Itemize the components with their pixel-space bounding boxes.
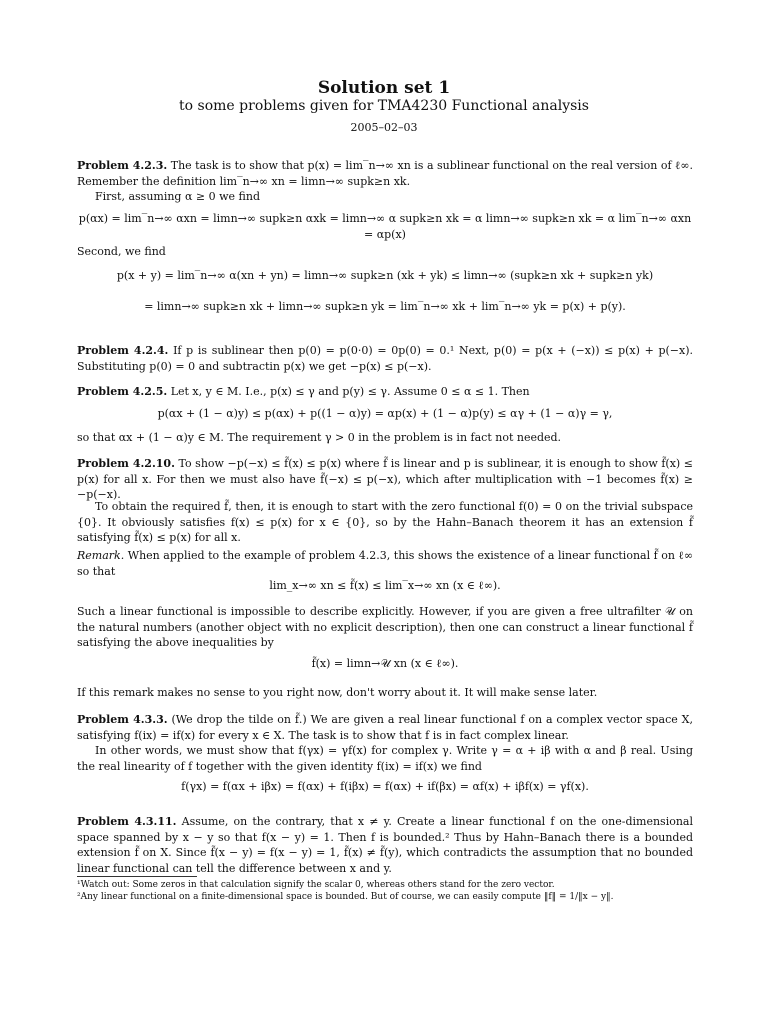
problem-label: Problem 4.2.3. — [77, 159, 168, 172]
equation: = limn→∞ supk≥n xk + limn→∞ supk≥n yk = lim‾n→∞ xk + lim‾n→∞ yk = p(x) + p(y). — [144, 300, 626, 313]
equation: f̃(x) = limn→𝒰 xn (x ∈ ℓ∞). — [311, 657, 459, 670]
problem-4-3-3 — [77, 712, 693, 743]
problem-4-3-11 — [77, 814, 693, 876]
equation: lim_x→∞ xn ≤ f̃(x) ≤ lim‾x→∞ xn (x ∈ ℓ∞). — [269, 579, 501, 592]
equation: p(αx + (1 − α)y) ≤ p(αx) + p((1 − α)y) = αp(x) + (1 − α)p(y) ≤ αγ + (1 − α)γ = γ, — [157, 407, 613, 420]
problem-text: To show −p(−x) ≤ f̃(x) ≤ p(x) where f̃ is linear and p is sublinear, it is enough to show f̃(x) ≤ p(x) for all x. For then we must also have f̃(−x) ≤ p(−x), which after multiplication with −1 becomes f̃(x) ≥ −p(−x). — [77, 457, 693, 501]
problem-text: Let x, y ∈ M. I.e., p(x) ≤ γ and p(y) ≤ γ. Assume 0 ≤ α ≤ 1. Then — [170, 385, 530, 398]
problem-label: Problem 4.2.4. — [77, 344, 169, 357]
remark-text3: If this remark makes no sense to you right now, don't worry about it. It will make sense later. — [77, 686, 598, 699]
page-subtitle: to some problems given for TMA4230 Functional analysis — [179, 98, 589, 114]
problem-4-2-5-text2: so that αx + (1 − α)y ∈ M. The requirement γ > 0 in the problem is in fact not needed. — [77, 431, 562, 444]
page-title: Solution set 1 — [317, 78, 451, 98]
problem-4-2-4 — [77, 343, 693, 374]
problem-text: Assume, on the contrary, that x ≠ y. Create a linear functional f on the one-dimensional space spanned by x − y so that f(x − y) = 1. Then f is bounded.² Thus by Hahn–Banach there is a bounded extension f̃ on X. Since f̃(x − y) = f(x − y) = 1, f̃(x) ≠ f̃(y), which contradicts the assumption that no bounded linear functional can tell the difference between x and y. — [77, 815, 693, 875]
remark-text2: Such a linear functional is impossible to describe explicitly. However, if you are given a free ultrafilter 𝒰 on the natural numbers (another object with no explicit description), then one can construct a linear functional f̃ satisfying the above inequalities by — [77, 605, 693, 649]
problem-label: Problem 4.2.5. — [77, 385, 168, 398]
equation: p(αx) = lim‾n→∞ αxn = limn→∞ supk≥n αxk = limn→∞ α supk≥n xk = α limn→∞ supk≥n xk = α lim‾n→∞ αxn = αp(x) — [78, 212, 692, 241]
problem-label: Problem 4.3.3. — [77, 713, 168, 726]
problem-text: The task is to show that p(x) = lim‾n→∞ xn is a sublinear functional on the real version of ℓ∞. Remember the definition lim‾n→∞ xn = limn→∞ supk≥n xk. — [77, 159, 693, 188]
problem-4-2-5 — [77, 384, 693, 400]
remark — [77, 548, 693, 579]
remark-text: When applied to the example of problem 4.2.3, this shows the existence of a linear functional f̃ on ℓ∞ so that — [77, 549, 694, 578]
problem-4-2-10-text2: To obtain the required f̃, then, it is enough to start with the zero functional f(0) = 0 on the trivial subspace {0}. It obviously satisfies f(x) ≤ p(x) for x ∈ {0}, so by the Hahn–Banach theorem it has an extension f̃ satisfying f̃(x) ≤ p(x) for all x. — [77, 500, 693, 544]
remark-label: Remark. — [77, 549, 125, 562]
footnote-divider — [77, 876, 197, 877]
footnote-2: ²Any linear functional on a finite-dimensional space is bounded. But of course, we can easily compute ‖f‖ = 1/‖x − y‖. — [77, 892, 614, 902]
problem-4-2-3-intro — [77, 158, 693, 189]
problem-4-2-3-text2: First, assuming α ≥ 0 we find — [95, 190, 260, 203]
problem-text: (We drop the tilde on f̃.) We are given a real linear functional f on a complex vector space X, satisfying f(ix) = if(x) for every x ∈ X. The task is to show that f is in fact complex linear. — [77, 713, 693, 742]
equation: p(x + y) = lim‾n→∞ α(xn + yn) = limn→∞ supk≥n (xk + yk) ≤ limn→∞ (supk≥n xk + supk≥n yk) — [116, 269, 654, 282]
problem-4-3-3-text2: In other words, we must show that f(γx) = γf(x) for complex γ. Write γ = α + iβ with α and β real. Using the real linearity of f together with the given identity f(ix) = if(x) we find — [77, 744, 693, 773]
page-date: 2005–02–03 — [350, 121, 418, 134]
equation: f(γx) = f(αx + iβx) = f(αx) + f(iβx) = f(αx) + if(βx) = αf(x) + iβf(x) = γf(x). — [181, 780, 589, 793]
problem-4-2-10 — [77, 456, 693, 503]
problem-label: Problem 4.3.11. — [77, 815, 177, 828]
footnote-1: ¹Watch out: Some zeros in that calculation signify the scalar 0, whereas others stand for the zero vector. — [77, 880, 555, 890]
problem-4-2-3-text3: Second, we find — [77, 245, 166, 258]
problem-text: If p is sublinear then p(0) = p(0·0) = 0p(0) = 0.¹ Next, p(0) = p(x + (−x)) ≤ p(x) + p(−x). Substituting p(0) = 0 and subtractin p(x) we get −p(x) ≤ p(−x). — [77, 344, 694, 373]
problem-label: Problem 4.2.10. — [77, 457, 175, 470]
